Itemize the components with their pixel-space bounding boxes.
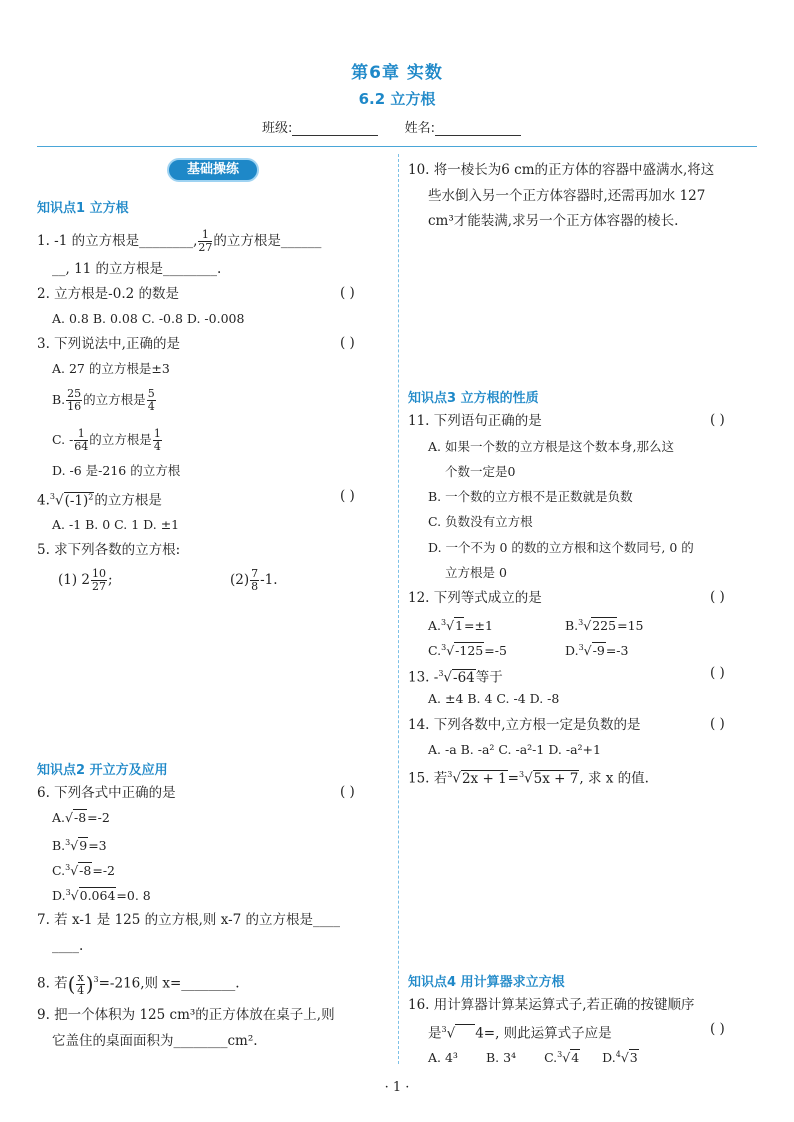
q13-post: 等于 <box>475 669 503 686</box>
q16-opt-c-rad: 4 <box>571 1050 580 1066</box>
knowledge-point-4: 知识点4 用计算器求立方根 <box>408 975 565 990</box>
q4-rad-text: (-1) <box>64 492 89 509</box>
q4-radicand <box>64 492 95 509</box>
q12-option-d: D.$^3$√-9=-3 <box>565 643 629 659</box>
q6a-post: =-2 <box>87 810 110 825</box>
q8-post: =-216,则 x=________. <box>98 975 240 992</box>
q12b-idx: 3 <box>578 618 584 627</box>
q16-options: A. 4³ B. 3⁴ C.$^3$√4 D.$^4$√3 <box>428 1050 638 1066</box>
q15-idx2: 3 <box>518 770 525 779</box>
q6-option-b: B.$^3$√9=3 <box>52 838 107 854</box>
q12c-label: C. <box>428 643 442 659</box>
q12-option-b: B.$^3$√225=15 <box>565 618 644 634</box>
q12d-post: =-3 <box>605 643 629 659</box>
q3b-frac2 <box>147 388 156 413</box>
q6a-rad: -8 <box>73 810 87 825</box>
q14-options: A. -a B. -a² C. -a²-1 D. -a²+1 <box>428 742 601 757</box>
q5-part-1 <box>58 568 113 593</box>
q8-pre: 8. 若 <box>37 975 68 992</box>
q4-post: 的立方根是 <box>94 492 162 509</box>
q5-p2-frac <box>250 568 259 593</box>
q4-num: 4. <box>37 492 50 509</box>
q16-b-pre: 是 <box>428 1025 442 1042</box>
q3c-label: C. - <box>52 432 74 447</box>
q3c-num2: 1 <box>153 427 161 440</box>
q6-option-a: A.√-8=-2 <box>52 810 110 825</box>
q5-p1-num: 10 <box>92 567 107 580</box>
q5-p1-label: (1) 2 <box>58 572 91 588</box>
q16-opt-c-idx: 3 <box>557 1050 563 1059</box>
q15-rad1: 2x + 1 <box>461 770 507 787</box>
question-5: 5. 求下列各数的立方根: <box>37 542 181 558</box>
q12-option-c: C.$^3$√-125=-5 <box>428 643 507 659</box>
question-2: 2. 立方根是-0.2 的数是 <box>37 286 179 302</box>
question-10-cont-1: 些水倒入另一个正方体容器时,还需再加水 127 <box>428 188 706 204</box>
q3b-num2: 5 <box>147 387 155 400</box>
q13-options: A. ±4 B. 4 C. -4 D. -8 <box>428 691 560 706</box>
question-16: 16. 用计算器计算某运算式子,若正确的按键顺序 <box>408 997 695 1013</box>
question-1-cont: __, 11 的立方根是________. <box>52 261 222 277</box>
q16-opt-a: A. 4³ <box>428 1050 458 1066</box>
q4-exp: 2 <box>88 492 94 501</box>
q15-post: , 求 x 的值. <box>579 770 649 787</box>
q13-answer-paren[interactable]: ( ) <box>710 665 725 681</box>
q11-option-c: C. 负数没有立方根 <box>428 514 533 529</box>
class-name-line <box>262 117 521 136</box>
question-12: 12. 下列等式成立的是 <box>408 590 542 606</box>
q8-num: x <box>77 970 84 984</box>
q6d-post: =0. 8 <box>116 888 151 904</box>
q11-option-d-cont: 立方根是 0 <box>445 565 507 580</box>
question-6: 6. 下列各式中正确的是 <box>37 785 176 801</box>
question-16-cont: 是$^3$√ 4=, 则此运算式子应是 <box>428 1025 612 1042</box>
q5-p2-label: (2) <box>230 572 250 588</box>
question-4: $4.^3√(-1)^2$的立方根是 <box>37 492 162 509</box>
q16-answer-paren[interactable]: ( ) <box>710 1021 725 1037</box>
section-badge: 基础操练 <box>167 158 259 182</box>
q1-text-a: 1. -1 的立方根是________, <box>37 233 198 249</box>
q11-option-a-cont: 个数一定是0 <box>445 464 516 479</box>
q4-root-index: 3 <box>49 492 55 501</box>
q3c-den2: 4 <box>153 440 161 453</box>
question-3: 3. 下列说法中,正确的是 <box>37 336 180 352</box>
q12d-rad: -9 <box>592 643 605 659</box>
q1-text-b: 的立方根是______ <box>213 233 322 249</box>
q3-option-d: D. -6 是-216 的立方根 <box>52 463 181 478</box>
q6-answer-paren[interactable]: ( ) <box>340 784 355 800</box>
q15-rad2: 5x + 7 <box>533 770 579 787</box>
q12b-post: =15 <box>617 618 644 634</box>
q6d-rad: 0.064 <box>79 888 116 904</box>
q6b-post: =3 <box>88 838 107 854</box>
q12d-label: D. <box>565 643 579 659</box>
q12-answer-paren[interactable]: ( ) <box>710 589 725 605</box>
q16-opt-d-idx: 4 <box>615 1050 621 1059</box>
q2-answer-paren[interactable]: ( ) <box>340 285 355 301</box>
q6a-label: A. <box>52 810 66 825</box>
column-divider <box>398 154 399 1064</box>
q6c-label: C. <box>52 863 66 879</box>
q11-option-d: D. 一个不为 0 的数的立方根和这个数同号, 0 的 <box>428 540 694 555</box>
knowledge-point-1: 知识点1 立方根 <box>37 201 129 216</box>
q3c-frac2 <box>153 428 162 453</box>
q5-p2-den: 8 <box>251 580 259 593</box>
q2-options: A. 0.8 B. 0.08 C. -0.8 D. -0.008 <box>52 311 245 326</box>
q12a-label: A. <box>428 618 442 634</box>
q11-option-a: A. 如果一个数的立方根是这个数本身,那么这 <box>428 439 674 454</box>
section-title: 6.2 立方根 <box>358 90 436 108</box>
q6-option-d: D.$^3$√0.064=0. 8 <box>52 888 151 904</box>
q13-pre: 13. - <box>408 669 439 686</box>
q3b-num: 25 <box>67 387 82 400</box>
question-14: 14. 下列各数中,立方根一定是负数的是 <box>408 717 641 733</box>
chapter-title: 第6章 实数 <box>351 63 443 83</box>
q6b-label: B. <box>52 838 66 854</box>
q13-idx: 3 <box>438 669 444 678</box>
q12c-idx: 3 <box>441 643 447 652</box>
question-7: 7. 若 x-1 是 125 的立方根,则 x-7 的立方根是____ <box>37 912 341 928</box>
question-10: 10. 将一棱长为6 cm的正方体的容器中盛满水,将这 <box>408 162 715 178</box>
q5-p1-frac <box>91 568 107 593</box>
q3-option-a: A. 27 的立方根是±3 <box>52 361 170 376</box>
q5-p1-den: 27 <box>92 580 107 593</box>
header-rule <box>37 146 757 147</box>
q5-p2-num: 7 <box>251 567 259 580</box>
q1-frac-num: 1 <box>198 229 212 242</box>
knowledge-point-3: 知识点3 立方根的性质 <box>408 391 539 406</box>
q3-answer-paren[interactable]: ( ) <box>340 335 355 351</box>
q16-opt-b: B. 3⁴ <box>485 1050 517 1066</box>
question-8: 8. 若( $\frac{x}{4}$ )$^3$=-216,则 x=________. <box>37 970 240 997</box>
q8-frac <box>76 972 84 997</box>
q4-options: A. -1 B. 0 C. 1 D. ±1 <box>52 517 180 532</box>
q12c-post: =-5 <box>484 643 507 659</box>
q13-rad: -64 <box>453 669 475 686</box>
class-label: 班级: <box>262 121 293 136</box>
q3b-frac <box>66 388 82 413</box>
q8-den: 4 <box>77 983 85 997</box>
q6b-idx: 3 <box>65 838 71 847</box>
q6c-post: =-2 <box>92 863 115 879</box>
q1-frac-den: 27 <box>198 241 213 254</box>
q5-part-2 <box>230 568 278 593</box>
q6b-rad: 9 <box>79 838 88 854</box>
q16-b-post: 4=, 则此运算式子应是 <box>475 1025 612 1042</box>
q6c-idx: 3 <box>65 863 71 872</box>
q11-option-b: B. 一个数的立方根不是正数就是负数 <box>428 489 633 504</box>
question-10-cont-2: cm³才能装满,求另一个正方体容器的棱长. <box>428 213 679 229</box>
q3c-frac <box>74 428 88 453</box>
q15-mid: = <box>507 770 519 787</box>
question-7-cont: ____. <box>52 938 84 954</box>
q15-idx: 3 <box>447 770 453 779</box>
q6d-label: D. <box>52 888 66 904</box>
name-label: 姓名: <box>404 121 436 136</box>
q3c-mid: 的立方根是 <box>89 432 152 447</box>
q5-p2-post: -1. <box>260 572 278 588</box>
q3-option-b <box>52 388 157 413</box>
q16-b-idx: 3 <box>441 1025 447 1034</box>
q15-pre: 15. 若 <box>408 770 448 787</box>
q6c-rad: -8 <box>79 863 92 879</box>
q3b-mid: 的立方根是 <box>83 392 146 407</box>
question-1 <box>37 229 321 254</box>
q14-answer-paren[interactable]: ( ) <box>710 716 725 732</box>
q6-option-c: C.$^3$√-8=-2 <box>52 863 115 879</box>
q6d-idx: 3 <box>65 888 71 897</box>
q16-opt-d-label: D. <box>602 1050 616 1066</box>
question-9-cont: 它盖住的桌面面积为________cm². <box>52 1033 258 1049</box>
q4-answer-paren[interactable]: ( ) <box>340 488 355 504</box>
class-blank[interactable] <box>292 121 378 136</box>
page-number: · 1 · <box>384 1080 410 1095</box>
question-11: 11. 下列语句正确的是 <box>408 413 542 429</box>
q3c-num: 1 <box>74 428 88 441</box>
q3c-den: 64 <box>74 440 89 453</box>
question-9: 9. 把一个体积为 125 cm³的正方体放在桌子上,则 <box>37 1007 335 1023</box>
q12a-idx: 3 <box>441 618 447 627</box>
q3b-den2: 4 <box>147 400 155 413</box>
q12d-idx: 3 <box>578 643 584 652</box>
question-15: 15. 若$^3$√2x + 1=$^3$√5x + 7, 求 x 的值. <box>408 770 649 787</box>
q3b-label: B. <box>52 392 66 407</box>
q1-fraction <box>198 229 212 254</box>
q12-option-a: A.$^3$√1=±1 <box>428 618 493 634</box>
q3b-den: 16 <box>67 400 82 413</box>
q12a-rad: 1 <box>455 618 464 634</box>
q11-answer-paren[interactable]: ( ) <box>710 412 725 428</box>
q12b-label: B. <box>565 618 579 634</box>
knowledge-point-2: 知识点2 开立方及应用 <box>37 763 168 778</box>
q16-opt-d-rad: 3 <box>629 1050 638 1066</box>
q12a-post: =±1 <box>464 618 493 634</box>
q16-opt-c-label: C. <box>544 1050 558 1066</box>
q3-option-c <box>52 428 163 453</box>
name-blank[interactable] <box>435 121 521 136</box>
question-13: 13. -$^3$√-64等于 <box>408 669 503 686</box>
q8-exp: 3 <box>93 975 99 984</box>
q12c-rad: -125 <box>455 643 484 659</box>
q5-p1-post: ; <box>108 572 113 588</box>
q12b-rad: 225 <box>592 618 617 634</box>
